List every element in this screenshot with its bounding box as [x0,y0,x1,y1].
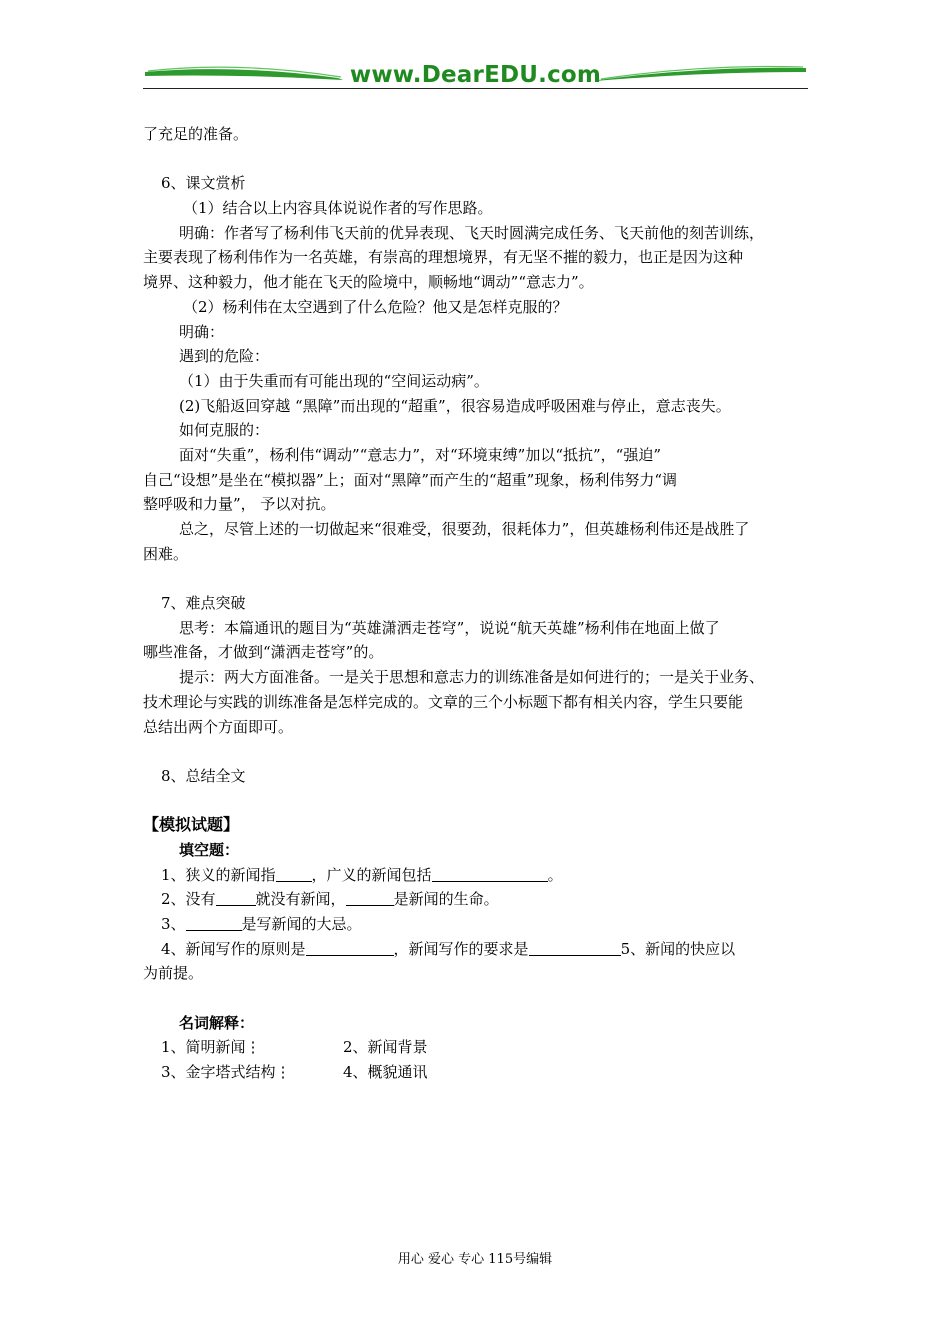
answer-blank [346,889,394,906]
text-line: 如何克服的： [179,421,270,440]
text-line: (2)飞船返回穿越 “黑障”而出现的“超重”，很容易造成呼吸困难与停止，意志丧失。 [179,396,731,415]
fill-blank-heading: 填空题： [179,840,240,859]
text-line: 提示：两大方面准备。一是关于思想和意志力的训练准备是如何进行的；一是关于业务、 [179,668,765,687]
text-line: 主要表现了杨利伟作为一名英雄，有崇高的理想境界，有无坚不摧的毅力，也正是因为这种 [143,248,744,267]
answer-blank [306,939,394,956]
term-2: 2、新闻背景 [343,1038,428,1057]
exam-title: 【模拟试题】 [143,815,240,835]
term-1: 1、简明新闻⋮ [161,1038,261,1057]
text-line: 了充足的准备。 [143,125,249,143]
document-body [143,122,823,1085]
text-line: 遇到的危险： [179,347,270,366]
text-line: 自己“设想”是坐在“模拟器”上；面对“黑障”而产生的“超重”现象，杨利伟努力“调 [143,470,678,489]
text-line: 哪些准备，才做到“潇洒走苍穹”的。 [143,643,384,662]
text-line: 明确：作者写了杨利伟飞天前的优异表现、飞天时圆满完成任务、飞天前他的刻苦训练， [179,223,765,242]
section-heading: 6、课文赏析 [161,174,246,193]
answer-blank [529,939,621,956]
text-line: 总结出两个方面即可。 [143,717,294,736]
question-3: 3、 是写新闻的大忌。 [161,915,362,933]
text-line: 总之，尽管上述的一切做起来“很难受，很要劲，很耗体力”，但英雄杨利伟还是战胜了 [179,520,750,538]
terms-row [143,1035,823,1060]
question-2: 2、没有 就没有新闻， 是新闻的生命。 [161,890,499,909]
term-3: 3、金字塔式结构⋮ [161,1063,291,1082]
page-header [143,58,808,92]
question-4-continued: 为前提。 [143,964,204,983]
text-line: 困难。 [143,544,189,563]
question-4: 4、新闻写作的原则是 ，新闻写作的要求是 5、新闻的快应以 [161,939,736,958]
term-4: 4、概貌通讯 [343,1063,428,1082]
page-footer: 用心 爱心 专心 115号编辑 [397,1252,553,1267]
text-line: （1）结合以上内容具体说说作者的写作思路。 [183,199,493,218]
header-rule [143,88,808,89]
answer-blank [186,914,242,931]
question-1: 1、狭义的新闻指 ，广义的新闻包括 。 [161,865,563,884]
text-line: （2）杨利伟在太空遇到了什么危险？他又是怎样克服的？ [183,297,568,316]
text-line: 技术理论与实践的训练准备是怎样完成的。文章的三个小标题下都有相关内容，学生只要能 [143,692,744,711]
terms-heading: 名词解释： [179,1013,255,1032]
answer-blank [432,865,548,882]
section-heading: 7、难点突破 [161,594,246,613]
text-line: （1）由于失重而有可能出现的“空间运动病”。 [179,371,489,390]
answer-blank [216,889,256,906]
site-logo-text: www.DearEDU.com [349,62,602,88]
text-line: 明确： [179,322,225,341]
section-heading: 8、总结全文 [161,766,246,785]
terms-row [143,1060,823,1085]
text-line: 整呼吸和力量”， 予以对抗。 [143,495,336,514]
text-line: 思考：本篇通讯的题目为“英雄潇洒走苍穹”，说说“航天英雄”杨利伟在地面上做了 [179,618,720,637]
answer-blank [276,865,312,882]
text-line: 面对“失重”，杨利伟“调动”“意志力”，对“环境束缚”加以“抵抗”，“强迫” [179,445,662,464]
text-line: 境界、这种毅力，他才能在飞天的险境中，顺畅地“调动”“意志力”。 [143,273,594,292]
